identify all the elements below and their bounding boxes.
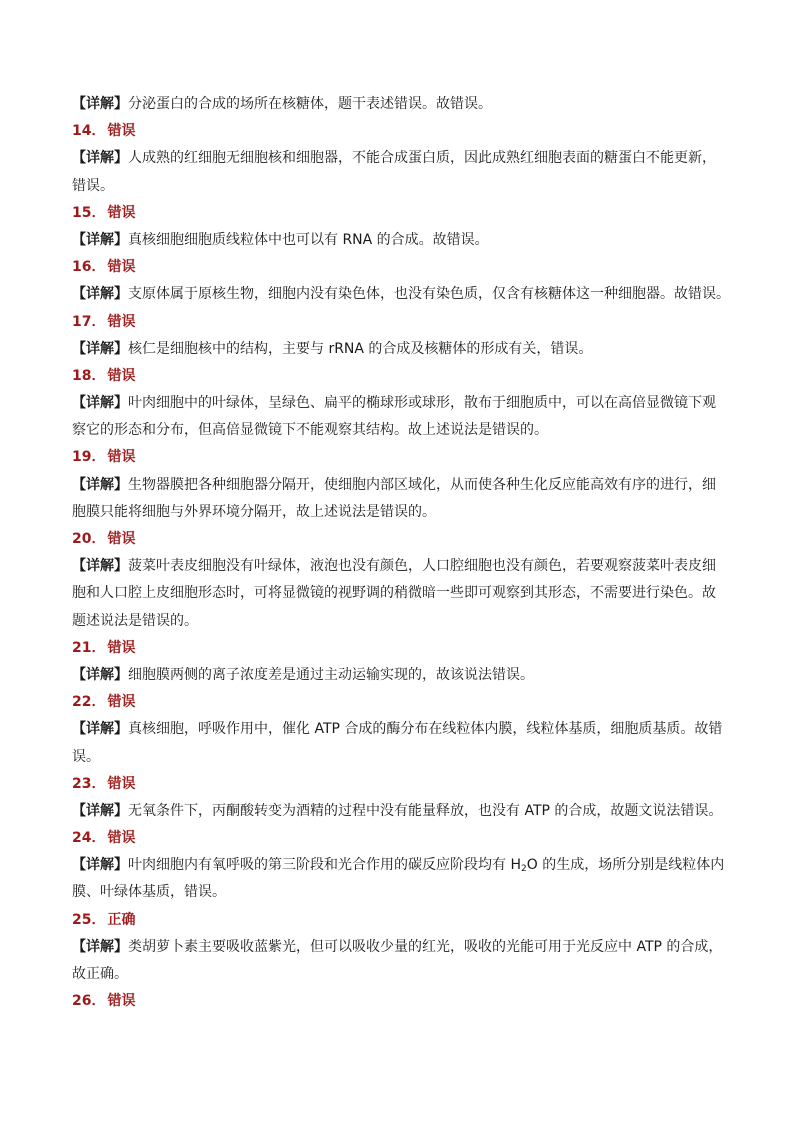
explanation-line: 题述说法是错误的。 xyxy=(72,612,198,629)
explanation-line: 察它的形态和分布，但高倍显微镜下不能观察其结构。故上述说法是错误的。 xyxy=(72,422,548,439)
explanation-tag: 【详解】 xyxy=(72,395,128,412)
question-number: 15． xyxy=(72,204,106,221)
explanation-line: 【详解】生物器膜把各种细胞器分隔开，使细胞内部区域化，从而使各种生化反应能高效有序的进行，细 xyxy=(72,476,716,493)
answer-heading xyxy=(72,200,722,227)
explanation-line: 故正确。 xyxy=(72,966,128,982)
answer-verdict: 错误 xyxy=(107,313,136,330)
explanation-line: 误。 xyxy=(72,748,100,765)
explanation-line: 【详解】叶肉细胞中的叶绿体，呈绿色、扁平的椭球形或球形，散布于细胞质中，可以在高倍显微镜下观 xyxy=(72,395,716,412)
explanation-tag: 【详解】 xyxy=(72,340,128,357)
explanation-line: 【详解】真核细胞，呼吸作用中，催化 ATP 合成的酶分布在线粒体内膜，线粒体基质，细胞质基质。故错 xyxy=(72,721,723,738)
explanation-tag: 【详解】 xyxy=(72,96,128,112)
explanation-line: 胞和人口腔上皮细胞形态时，可将显微镜的视野调的稍微暗一些即可观察到其形态，不需要进行染色。故 xyxy=(72,585,716,602)
explanation-line: 【详解】人成熟的红细胞无细胞核和细胞器，不能合成蛋白质，因此成熟红细胞表面的糖蛋白不能更新， xyxy=(72,150,716,167)
answer-verdict: 错误 xyxy=(107,531,136,547)
answer-heading xyxy=(72,254,722,281)
explanation-tag: 【详解】 xyxy=(72,476,128,493)
explanation-line: 【详解】细胞膜两侧的离子浓度差是通过主动运输实现的，故该说法错误。 xyxy=(72,666,534,683)
question-number: 17． xyxy=(72,313,106,330)
answer-heading xyxy=(72,635,722,662)
question-number: 21． xyxy=(72,639,106,656)
answer-heading xyxy=(72,825,722,852)
answer-heading xyxy=(72,988,722,1015)
question-number: 25． xyxy=(72,911,106,928)
explanation-line: 膜、叶绿体基质，错误。 xyxy=(72,884,226,901)
explanation-tag: 【详解】 xyxy=(72,150,128,167)
answer-verdict: 错误 xyxy=(107,449,136,466)
question-number: 22． xyxy=(72,694,106,711)
question-number: 19． xyxy=(72,449,106,466)
answer-verdict: 正确 xyxy=(107,911,136,928)
answer-verdict: 错误 xyxy=(107,830,136,847)
explanation-line: 【详解】无氧条件下，丙酮酸转变为酒精的过程中没有能量释放，也没有 ATP 的合成，故题文说法错误。 xyxy=(72,802,723,819)
explanation-tag: 【详解】 xyxy=(72,721,128,738)
answer-heading xyxy=(72,907,722,934)
explanation-tag: 【详解】 xyxy=(72,558,128,575)
explanation-line: 【详解】分泌蛋白的合成的场所在核糖体，题干表述错误。故错误。 xyxy=(72,96,492,112)
answer-verdict: 错误 xyxy=(107,123,136,140)
explanation-tag: 【详解】 xyxy=(72,666,128,683)
question-number: 26． xyxy=(72,993,106,1010)
answer-verdict: 错误 xyxy=(107,775,136,792)
explanation-line: 胞膜只能将细胞与外界环境分隔开，故上述说法是错误的。 xyxy=(72,503,436,520)
question-number: 20． xyxy=(72,531,106,547)
answer-verdict: 错误 xyxy=(107,993,136,1010)
explanation-line: 【详解】核仁是细胞核中的结构，主要与 rRNA 的合成及核糖体的形成有关，错误。 xyxy=(72,340,593,357)
explanation-tag: 【详解】 xyxy=(72,938,128,955)
answer-heading xyxy=(72,309,722,336)
answer-heading xyxy=(72,689,722,716)
answer-verdict: 错误 xyxy=(107,639,136,656)
answer-heading xyxy=(72,118,722,145)
explanation-line: 【详解】菠菜叶表皮细胞没有叶绿体，液泡也没有颜色，人口腔细胞也没有颜色，若要观察菠菜叶表皮细 xyxy=(72,558,716,575)
question-number: 16． xyxy=(72,259,106,276)
answer-heading xyxy=(72,444,722,471)
explanation-tag: 【详解】 xyxy=(72,231,128,248)
question-number: 18． xyxy=(72,367,106,384)
answer-verdict: 错误 xyxy=(107,694,136,711)
answer-heading xyxy=(72,363,722,390)
answer-heading xyxy=(72,771,722,798)
question-number: 24． xyxy=(72,830,106,847)
subscript: 2 xyxy=(520,864,527,875)
answer-verdict: 错误 xyxy=(107,204,136,221)
explanation-tag: 【详解】 xyxy=(72,857,128,874)
answer-verdict: 错误 xyxy=(107,259,136,276)
question-number: 14． xyxy=(72,123,106,140)
explanation-line: 【详解】类胡萝卜素主要吸收蓝紫光，但可以吸收少量的红光，吸收的光能可用于光反应中 ATP 的合成， xyxy=(72,938,723,955)
explanation-line: 【详解】真核细胞细胞质线粒体中也可以有 RNA 的合成。故错误。 xyxy=(72,231,489,248)
answer-heading xyxy=(72,526,722,553)
explanation-tag: 【详解】 xyxy=(72,802,128,819)
question-number: 23． xyxy=(72,775,106,792)
explanation-line: 错误。 xyxy=(72,177,114,194)
explanation-tag: 【详解】 xyxy=(72,286,128,303)
answer-list xyxy=(72,91,730,1015)
explanation-line: 【详解】叶肉细胞内有氧呼吸的第三阶段和光合作用的碳反应阶段均有 $H_2O$ 的生成，场所分别是线粒体内 xyxy=(72,857,725,875)
answer-verdict: 错误 xyxy=(107,367,136,384)
explanation-line: 【详解】支原体属于原核生物，细胞内没有染色体，也没有染色质，仅含有核糖体这一种细胞器。故错误。 xyxy=(72,286,730,303)
